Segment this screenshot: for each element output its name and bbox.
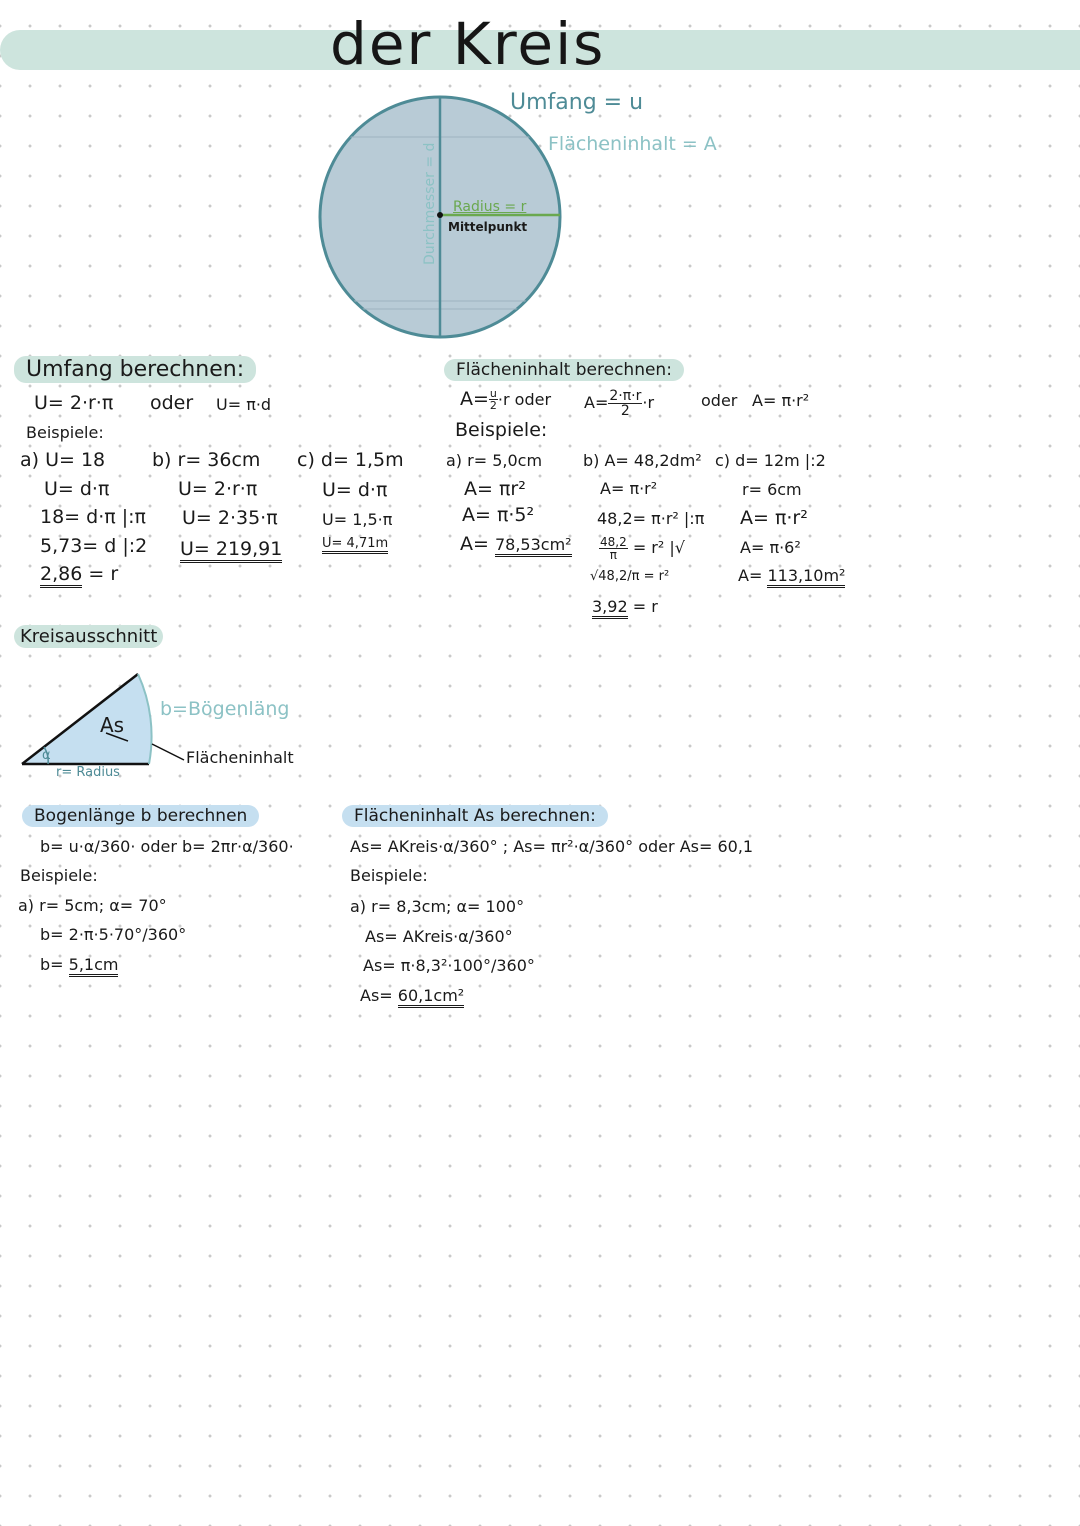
flaeche-c-line: c) d= 12m |:2 <box>715 451 826 470</box>
flaeche-c-result: A= 113,10m² <box>738 566 845 585</box>
flaeche-b-line: 48,2= π·r² |:π <box>597 509 705 528</box>
radius-label: Radius = r <box>453 199 527 215</box>
mittelpunkt-label: Mittelpunkt <box>448 220 528 234</box>
umfang-formula-1: U= 2·r·π <box>34 392 114 414</box>
bogen-a-line: a) r= 5cm; α= 70° <box>18 896 167 915</box>
as-formula: As= AKreis·α/360° ; As= πr²·α/360° oder As= 60,1 <box>350 837 754 856</box>
flaeche-oder: oder <box>701 391 738 410</box>
sector-flaeche-label: Flächeninhalt <box>186 748 294 767</box>
bogen-formula: b= u·α/360· oder b= 2πr·α/360· <box>40 837 294 856</box>
umfang-c-line: U= 1,5·π <box>322 510 393 529</box>
bogen-label: b=Bögenläng <box>160 698 290 720</box>
bogen-a-result: b= 5,1cm <box>40 955 118 974</box>
umfang-c-line: c) d= 1,5m <box>297 449 404 471</box>
as-beispiele: Beispiele: <box>350 866 428 885</box>
umfang-beispiele: Beispiele: <box>26 423 104 442</box>
as-heading: Flächeninhalt As berechnen: <box>342 806 608 826</box>
umfang-formula-2: U= π·d <box>216 395 272 414</box>
bogen-beispiele: Beispiele: <box>20 866 98 885</box>
flaeche-pointer <box>150 740 190 765</box>
flaeche-b-line: b) A= 48,2dm² <box>583 451 702 470</box>
flaeche-formula-1: A= $\frac{u}{2}$ ·r oder <box>460 387 552 412</box>
flaeche-a-result: A= 78,53cm² <box>460 533 572 555</box>
umfang-c-line: U= d·π <box>322 479 388 501</box>
sector-as-label: As <box>100 713 125 737</box>
umfang-a-result: 2,86 = r <box>40 563 118 585</box>
umfang-b-result: U= 219,91 <box>180 538 282 560</box>
as-a-line: As= AKreis·α/360° <box>365 927 513 946</box>
bogen-heading: Bogenlänge b berechnen <box>22 806 259 826</box>
flaeche-b-result: 3,92 = r <box>592 597 658 616</box>
ausschnitt-heading: Kreisausschnitt <box>14 626 163 647</box>
flaeche-c-line: A= π·r² <box>740 507 808 529</box>
flaeche-a-line: A= π·5² <box>462 504 535 526</box>
umfang-b-line: U= 2·r·π <box>178 478 258 500</box>
umfang-heading: Umfang berechnen: <box>14 357 256 382</box>
durchmesser-label: Durchmesser = d <box>422 142 438 265</box>
flaeche-c-line: A= π·6² <box>740 538 801 557</box>
umfang-a-line: 18= d·π |:π <box>40 506 146 528</box>
flaeche-formula-3: A= π·r² <box>752 391 810 410</box>
as-a-result: As= 60,1cm² <box>360 986 464 1005</box>
as-a-line: As= π·8,3²·100°/360° <box>363 956 535 975</box>
umfang-c-result: U= 4,71m <box>322 536 388 551</box>
flaeche-beispiele: Beispiele: <box>455 419 548 441</box>
sector-radius-label: r= Radius <box>56 765 120 780</box>
flaeche-b-line: √48,2/π = r² <box>590 569 670 584</box>
as-a-line: a) r= 8,3cm; α= 100° <box>350 897 525 916</box>
sector-diagram <box>16 668 166 773</box>
umfang-label: Umfang = u <box>510 90 644 115</box>
umfang-oder: oder <box>150 392 194 414</box>
flaeche-a-line: A= πr² <box>464 478 526 500</box>
page-title: der Kreis <box>330 10 606 78</box>
flaeche-a-line: a) r= 5,0cm <box>446 451 543 470</box>
sector-alpha: α <box>42 748 51 763</box>
flaeche-c-line: r= 6cm <box>742 480 802 499</box>
bogen-a-line: b= 2·π·5·70°/360° <box>40 925 187 944</box>
umfang-a-line: U= d·π <box>44 478 110 500</box>
umfang-b-line: b) r= 36cm <box>152 449 261 471</box>
umfang-a-line: 5,73= d |:2 <box>40 535 148 557</box>
umfang-a-line: a) U= 18 <box>20 449 106 471</box>
umfang-b-line: U= 2·35·π <box>182 507 278 529</box>
flaeche-formula-2: A= $\frac{2\cdot\pi\cdot r}{2}$ ·r <box>584 388 655 419</box>
flaeche-b-line: A= π·r² <box>600 479 658 498</box>
flaeche-label: Flächeninhalt = A <box>548 133 717 155</box>
flaeche-heading: Flächeninhalt berechnen: <box>444 360 684 380</box>
flaeche-b-fraction: $\frac{48,2}{\pi}$ = r² |√ <box>600 535 685 562</box>
